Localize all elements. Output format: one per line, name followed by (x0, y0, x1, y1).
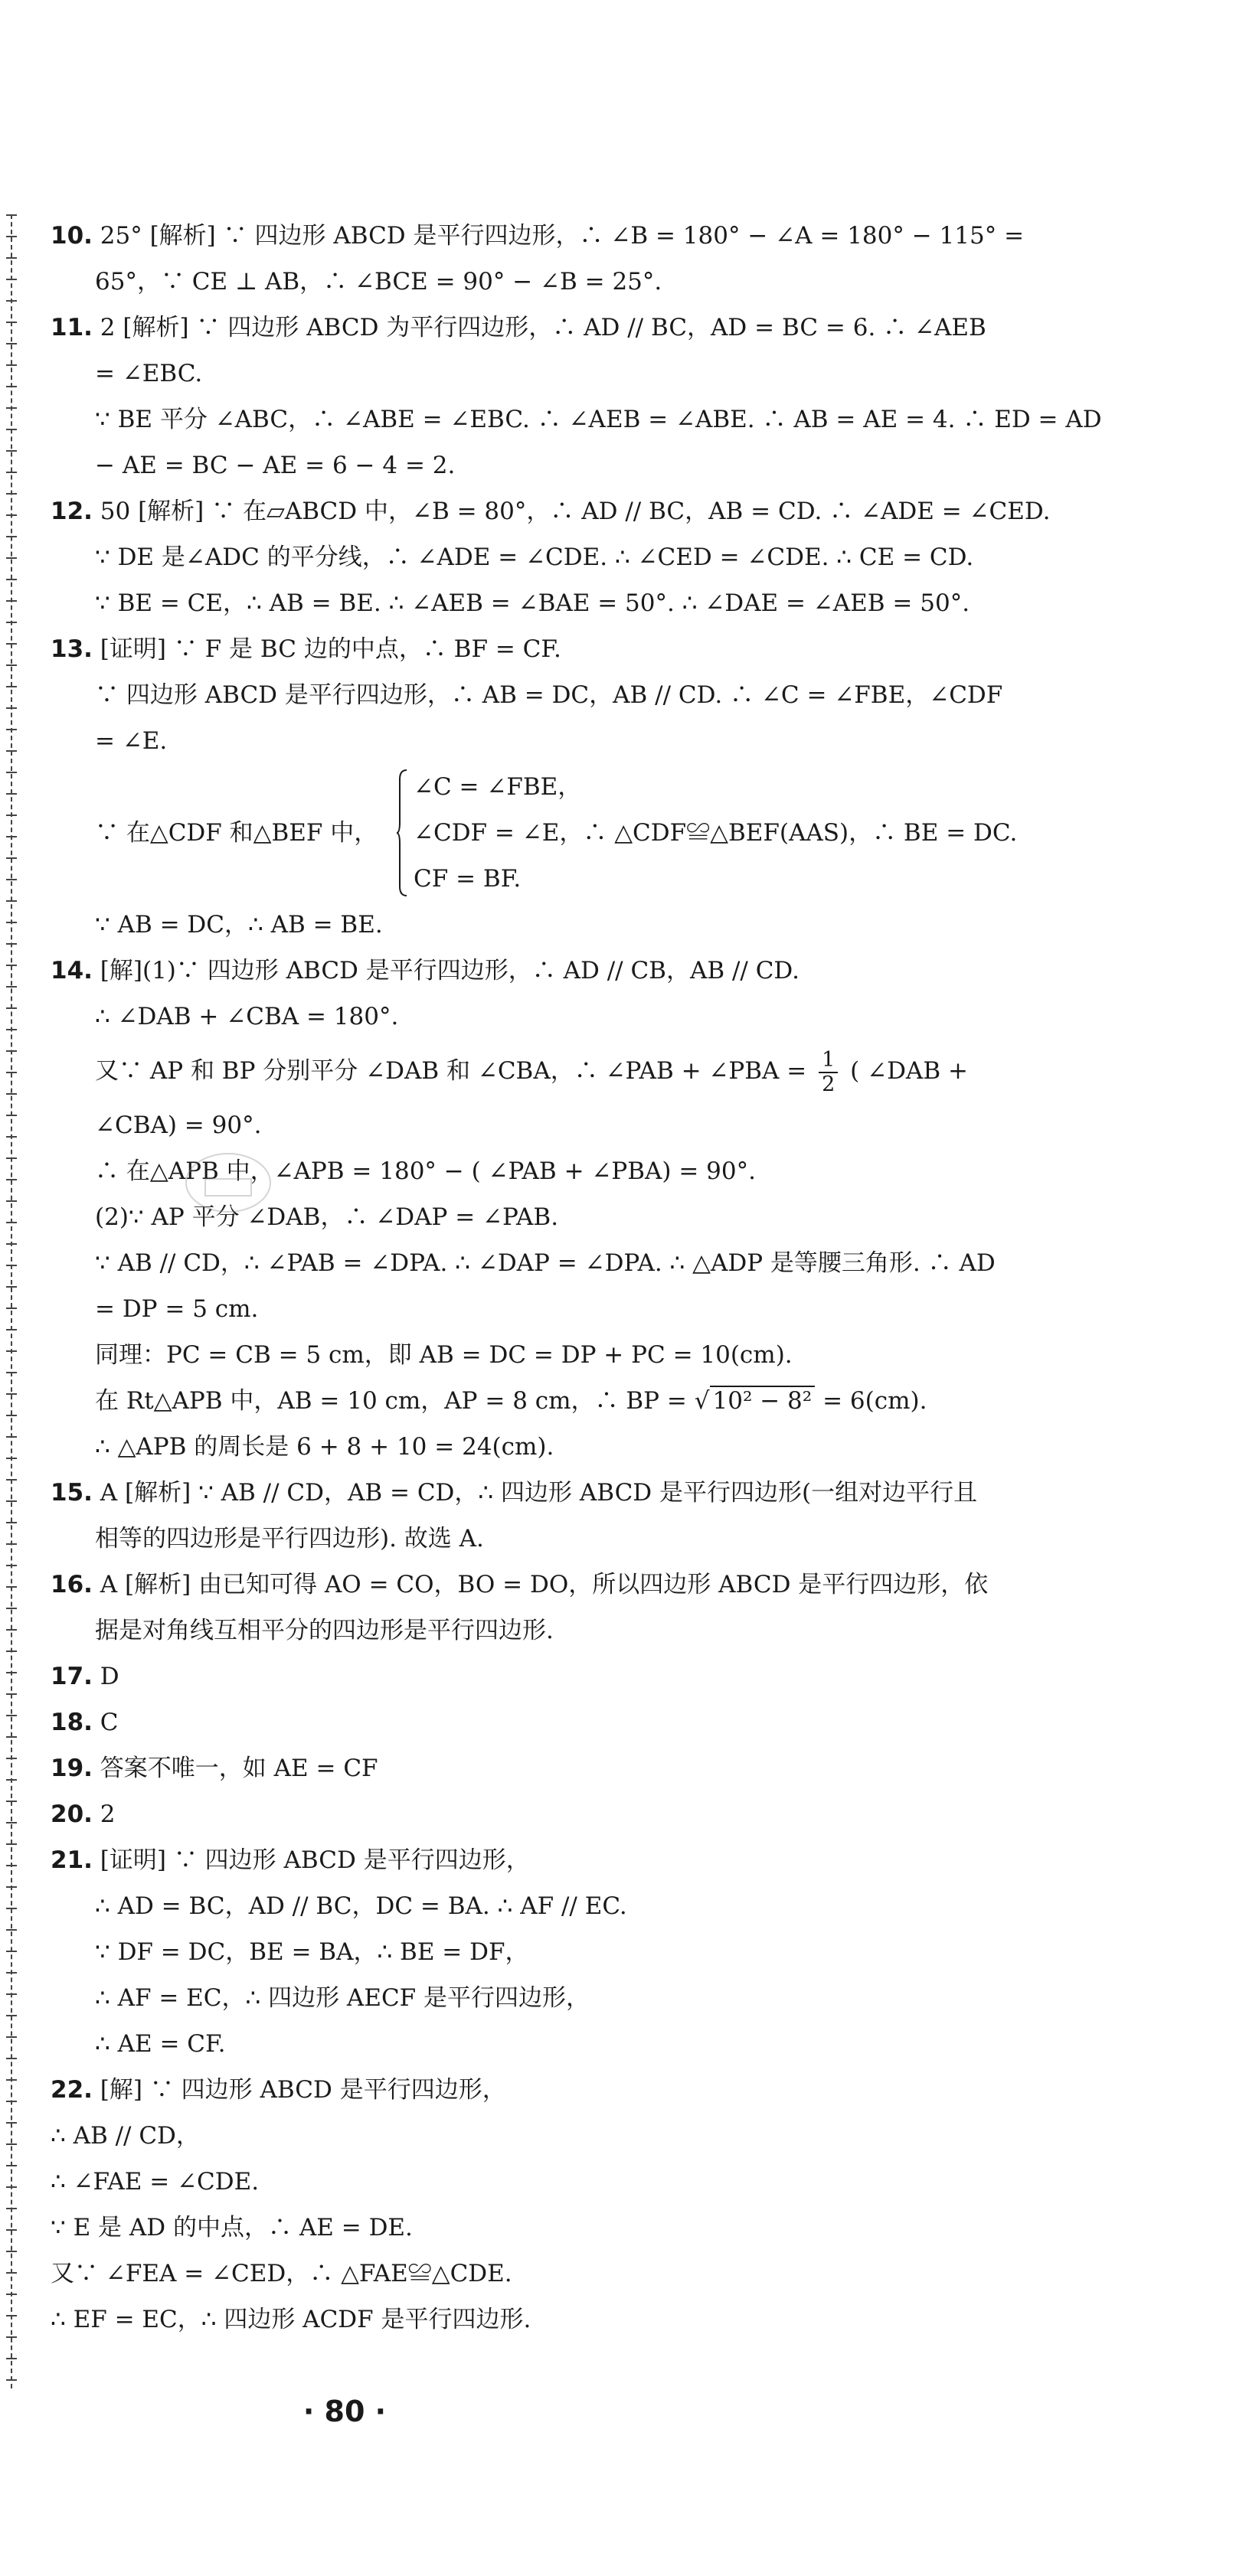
answer-text: = ∠EBC. (95, 360, 203, 387)
binding-tick (6, 386, 17, 387)
answer-text: C (100, 1709, 119, 1736)
binding-tick (6, 1329, 17, 1330)
binding-tick (6, 1801, 17, 1802)
binding-tick (6, 1543, 17, 1545)
binding-tick (6, 2379, 17, 2381)
page-number: · 80 · (302, 2395, 387, 2428)
answer-line (51, 1240, 1215, 1286)
binding-tick (6, 2336, 17, 2338)
answer-line (51, 1424, 1215, 1470)
binding-tick (6, 1908, 17, 1909)
binding-tick (6, 922, 17, 923)
binding-tick (6, 1565, 17, 1566)
answer-text: 25° [解析] ∵ 四边形 ABCD 是平行四边形，∴ ∠B = 180° − ∠A = 180° − 115° = (100, 222, 1025, 250)
answer-text: [证明] ∵ 四边形 ABCD 是平行四边形， (100, 1846, 530, 1874)
binding-tick (6, 2122, 17, 2124)
binding-tick (6, 1779, 17, 1781)
answer-text: ∴ AB // CD， (51, 2122, 200, 2150)
binding-tick (6, 450, 17, 452)
answer-text: ∵ DF = DC，BE = BA，∴ BE = DF， (95, 1938, 529, 1966)
question-number: 11. (51, 314, 93, 341)
answer-line (51, 902, 1215, 948)
answer-text: [证明] ∵ F 是 BC 边的中点，∴ BF = CF. (100, 635, 561, 663)
answer-line (51, 1654, 1215, 1699)
binding-tick (6, 1672, 17, 1673)
answer-text: − AE = BC − AE = 6 − 4 = 2. (95, 452, 456, 479)
binding-tick (6, 279, 17, 280)
binding-tick (6, 429, 17, 430)
answer-text: ∵ E 是 AD 的中点，∴ AE = DE. (51, 2214, 413, 2241)
binding-tick (6, 1993, 17, 1995)
binding-tick (6, 965, 17, 966)
answer-text: ∴ AE = CF. (95, 2030, 226, 2058)
binding-tick (6, 2101, 17, 2102)
answer-text: ∵ BE = CE，∴ AB = BE. ∴ ∠AEB = ∠BAE = 50°. ∴ ∠DAE = ∠AEB = 50°. (95, 589, 970, 617)
binding-tick (6, 1458, 17, 1459)
answer-text: ∴ AF = EC，∴ 四边形 AECF 是平行四边形， (95, 1984, 590, 2012)
question-number: 16. (51, 1571, 93, 1598)
binding-tick (6, 236, 17, 237)
answer-text: 65°，∵ CE ⊥ AB，∴ ∠BCE = 90° − ∠B = 25°. (95, 268, 662, 295)
answer-line (51, 2113, 1215, 2159)
binding-tick (6, 557, 17, 559)
answer-text: ∵ DE 是∠ADC 的平分线，∴ ∠ADE = ∠CDE. ∴ ∠CED = ∠CDE. ∴ CE = CD. (95, 544, 974, 571)
binding-tick (6, 257, 17, 259)
fraction-numerator: 1 (819, 1049, 838, 1073)
binding-tick (6, 986, 17, 988)
fraction-denominator: 2 (822, 1072, 836, 1096)
binding-tick (6, 579, 17, 580)
binding-tick (6, 815, 17, 816)
binding-tick (6, 1650, 17, 1652)
answer-line (51, 305, 1215, 351)
answer-line (51, 488, 1215, 534)
answer-text: ∴ AD = BC，AD // BC，DC = BA. ∴ AF // EC. (95, 1892, 627, 1920)
answer-line (51, 1883, 1215, 1929)
answer-line (51, 1516, 1215, 1562)
answer-text: A [解析] ∵ AB // CD，AB = CD，∴ 四边形 ABCD 是平行四边形(一组对边平行且 (100, 1479, 978, 1507)
fraction-before: 又∵ AP 和 BP 分别平分 ∠DAB 和 ∠CBA，∴ ∠PAB + ∠PBA = (95, 1057, 807, 1085)
binding-tick (6, 664, 17, 666)
answer-line (51, 2021, 1215, 2067)
answer-text: 答案不唯一，如 AE = CF (100, 1755, 378, 1782)
fraction (819, 1049, 838, 1096)
binding-tick (6, 2208, 17, 2209)
answer-text: [解](1)∵ 四边形 ABCD 是平行四边形，∴ AD // CB，AB // CD. (100, 957, 800, 984)
binding-tick (6, 750, 17, 752)
binding-tick (6, 2058, 17, 2059)
question-number: 12. (51, 498, 93, 525)
binding-tick (6, 729, 17, 730)
answer-line (51, 1470, 1215, 1516)
answer-text: ∴ △APB 的周长是 6 + 8 + 10 = 24(cm). (95, 1433, 554, 1461)
answer-line (51, 259, 1215, 305)
binding-tick (6, 1608, 17, 1609)
question-number: 15. (51, 1479, 93, 1507)
answer-line (51, 2297, 1215, 2343)
sqrt-after: = 6(cm). (815, 1387, 927, 1415)
binding-tick (6, 407, 17, 409)
binding-tick (6, 1029, 17, 1030)
binding-tick (6, 707, 17, 709)
answer-text: [解] ∵ 四边形 ABCD 是平行四边形， (100, 2076, 506, 2104)
binding-tick (6, 1736, 17, 1738)
binding-tick (6, 1222, 17, 1223)
answer-text: 2 [解析] ∵ 四边形 ABCD 为平行四边形，∴ AD // BC，AD = BC = 6. ∴ ∠AEB (100, 314, 986, 341)
binding-tick (6, 1286, 17, 1288)
binding-tick (6, 2272, 17, 2274)
answer-line (51, 2159, 1215, 2205)
answer-text: ∠CBA) = 90°. (95, 1112, 262, 1139)
binding-tick (6, 2315, 17, 2316)
binding-tick (6, 1586, 17, 1588)
binding-tick (6, 1886, 17, 1888)
answer-text: 又∵ ∠FEA = ∠CED，∴ △FAE≌△CDE. (51, 2260, 512, 2287)
brace-row: ∠CDF = ∠E，∴ △CDF≌△BEF(AAS)，∴ BE = DC. (414, 819, 1018, 847)
answer-text: ∴ ∠DAB + ∠CBA = 180°. (95, 1003, 399, 1030)
question-number: 21. (51, 1846, 93, 1874)
question-number: 18. (51, 1709, 93, 1736)
question-number: 10. (51, 222, 93, 250)
answer-line (51, 1102, 1215, 1148)
answer-line (51, 1837, 1215, 1883)
answer-text: 据是对角线互相平分的四边形是平行四边形. (95, 1617, 554, 1644)
sqrt-line (51, 1378, 1215, 1424)
question-number: 22. (51, 2076, 93, 2104)
binding-tick (6, 1050, 17, 1052)
binding-tick (6, 1436, 17, 1438)
binding-tick (6, 2079, 17, 2081)
answer-line (51, 1332, 1215, 1378)
binding-tick (6, 1179, 17, 1180)
binding-tick (6, 1415, 17, 1416)
answer-line (51, 397, 1215, 442)
answer-text: 同理：PC = CB = 5 cm，即 AB = DC = DP + PC = 10(cm). (95, 1341, 793, 1369)
binding-tick (6, 1865, 17, 1866)
binding-tick (6, 1393, 17, 1395)
answer-text: ∴ 在△APB 中，∠APB = 180° − ( ∠PAB + ∠PBA) = 90°. (95, 1157, 756, 1185)
binding-tick (6, 2229, 17, 2231)
binding-tick (6, 1372, 17, 1373)
binding-tick (6, 1136, 17, 1138)
left-brace-icon (397, 769, 407, 897)
binding-tick (6, 1350, 17, 1352)
answer-line (51, 1699, 1215, 1745)
answer-line (51, 948, 1215, 994)
answer-text: A [解析] 由已知可得 AO = CO，BO = DO，所以四边形 ABCD 是平行四边形，依 (100, 1571, 989, 1598)
binding-tick (6, 686, 17, 687)
binding-tick (6, 472, 17, 473)
answer-text: 相等的四边形是平行四边形). 故选 A. (95, 1525, 484, 1552)
binding-tick (6, 514, 17, 516)
brace-lead: ∵ 在△CDF 和△BEF 中， (95, 819, 378, 847)
answer-line (51, 1929, 1215, 1975)
binding-tick (6, 600, 17, 602)
answer-text: = ∠E. (95, 727, 168, 755)
sqrt-before: 在 Rt△APB 中，AB = 10 cm，AP = 8 cm，∴ BP = (95, 1387, 695, 1415)
binding-tick (6, 536, 17, 537)
binding-tick (6, 2251, 17, 2252)
question-number: 20. (51, 1801, 93, 1828)
answer-line (51, 580, 1215, 626)
question-number: 17. (51, 1663, 93, 1690)
question-number: 14. (51, 957, 93, 984)
answer-line (51, 2205, 1215, 2251)
answer-text: ∵ BE 平分 ∠ABC，∴ ∠ABE = ∠EBC. ∴ ∠AEB = ∠ABE. ∴ AB = AE = 4. ∴ ED = AD (95, 406, 1102, 433)
sqrt: √ 10² − 8² (695, 1378, 815, 1424)
answer-text: 50 [解析] ∵ 在▱ABCD 中，∠B = 80°，∴ AD // BC，AB = CD. ∴ ∠ADE = ∠CED. (100, 498, 1051, 525)
binding-tick (6, 2165, 17, 2166)
answer-line (51, 718, 1215, 764)
binding-tick (6, 1093, 17, 1095)
binding-tick (6, 300, 17, 302)
binding-tick (6, 1522, 17, 1523)
binding-tick (6, 364, 17, 366)
brace-system (51, 764, 1215, 902)
binding-tick (6, 214, 17, 216)
binding-tick (6, 1115, 17, 1116)
brace-row: CF = BF. (414, 865, 522, 893)
answer-line (51, 1975, 1215, 2021)
binding-tick (6, 2186, 17, 2188)
brace-row: ∠C = ∠FBE， (414, 773, 582, 801)
binding-tick (6, 1479, 17, 1481)
binding-tick (6, 1715, 17, 1716)
binding-tick (6, 1157, 17, 1159)
watermark-stamp-icon (182, 1148, 274, 1217)
answer-line (51, 994, 1215, 1040)
answer-line (51, 1286, 1215, 1332)
answer-text: (2)∵ AP 平分 ∠DAB，∴ ∠DAP = ∠PAB. (95, 1203, 559, 1231)
answer-text: D (100, 1663, 119, 1690)
binding-tick (6, 343, 17, 344)
binding-tick (6, 1072, 17, 1073)
binding-tick (6, 1822, 17, 1823)
binding-tick (6, 879, 17, 880)
binding-tick (6, 1629, 17, 1631)
binding-tick (6, 2294, 17, 2295)
binding-tick (6, 2358, 17, 2359)
answer-line (51, 1791, 1215, 1837)
binding-tick (6, 643, 17, 645)
binding-tick (6, 793, 17, 795)
answer-line (51, 1562, 1215, 1608)
answer-line (51, 534, 1215, 580)
answer-text: ∵ 四边形 ABCD 是平行四边形，∴ AB = DC，AB // CD. ∴ ∠C = ∠FBE，∠CDF (95, 681, 1003, 709)
binding-tick (6, 1972, 17, 1974)
binding-tick (6, 1265, 17, 1266)
question-number: 13. (51, 635, 93, 663)
binding-margin-line (11, 214, 20, 2388)
binding-tick (6, 836, 17, 837)
question-number: 19. (51, 1755, 93, 1782)
binding-tick (6, 622, 17, 623)
answer-line (51, 351, 1215, 397)
sqrt-radicand: 10² − 8² (710, 1386, 816, 1415)
binding-tick (6, 1500, 17, 1502)
binding-tick (6, 322, 17, 323)
binding-tick (6, 2015, 17, 2016)
binding-tick (6, 493, 17, 495)
answer-text: ∴ ∠FAE = ∠CDE. (51, 2168, 260, 2196)
binding-tick (6, 1007, 17, 1009)
answer-line (51, 626, 1215, 672)
answer-line (51, 2067, 1215, 2113)
answer-line (51, 213, 1215, 259)
binding-tick (6, 900, 17, 902)
answer-line (51, 1608, 1215, 1654)
binding-tick (6, 1929, 17, 1931)
binding-tick (6, 772, 17, 773)
binding-tick (6, 1200, 17, 1202)
answer-line (51, 2251, 1215, 2297)
answer-line (51, 442, 1215, 488)
binding-tick (6, 2036, 17, 2038)
binding-tick (6, 1843, 17, 1845)
answer-text: ∴ EF = EC，∴ 四边形 ACDF 是平行四边形. (51, 2306, 531, 2333)
binding-tick (6, 1243, 17, 1245)
binding-tick (6, 857, 17, 859)
answer-line (51, 1745, 1215, 1791)
binding-tick (6, 2143, 17, 2145)
binding-tick (6, 1951, 17, 1952)
binding-tick (6, 1308, 17, 1309)
answer-content (51, 213, 1215, 2343)
answer-text: 2 (100, 1801, 116, 1828)
binding-tick (6, 1758, 17, 1759)
binding-tick (6, 943, 17, 945)
answer-text: ∵ AB = DC，∴ AB = BE. (95, 911, 383, 939)
answer-text: = DP = 5 cm. (95, 1295, 259, 1323)
binding-tick (6, 1693, 17, 1695)
answer-text: ∵ AB // CD，∴ ∠PAB = ∠DPA. ∴ ∠DAP = ∠DPA. ∴ △ADP 是等腰三角形. ∴ AD (95, 1249, 996, 1277)
fraction-line (51, 1040, 1215, 1102)
fraction-after: ( ∠DAB + (850, 1057, 968, 1085)
answer-line (51, 672, 1215, 718)
